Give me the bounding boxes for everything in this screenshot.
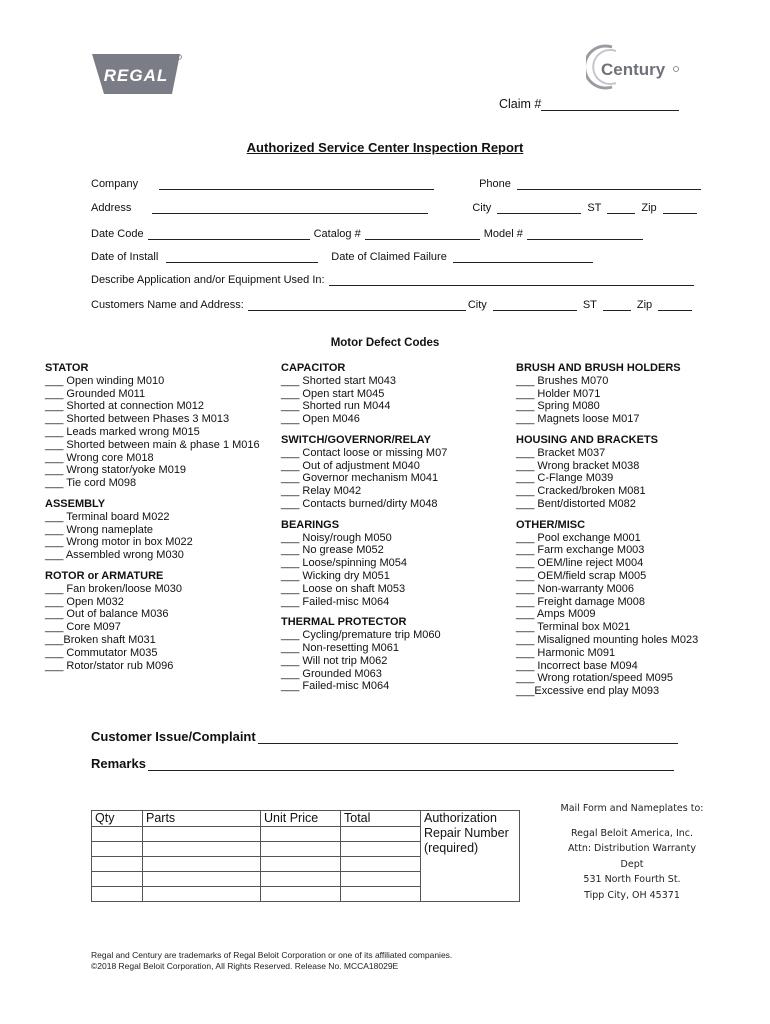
table-cell[interactable] xyxy=(261,842,341,857)
address-label: Address xyxy=(91,202,132,214)
defect-code-item[interactable]: ___ Open M046 xyxy=(281,413,447,426)
st2-label: ST xyxy=(582,299,597,311)
stator-list xyxy=(45,375,260,490)
date-install-label: Date of Install xyxy=(91,251,159,263)
defect-code-item[interactable]: ___ Bracket M037 xyxy=(516,447,698,460)
table-cell[interactable] xyxy=(261,872,341,887)
switch-heading: SWITCH/GOVERNOR/RELAY xyxy=(281,433,431,446)
table-cell[interactable] xyxy=(261,827,341,842)
defect-codes-title: Motor Defect Codes xyxy=(330,337,440,349)
defect-code-item[interactable]: ___ Pool exchange M001 xyxy=(516,532,698,545)
defect-code-item[interactable]: ___ Terminal box M021 xyxy=(516,621,698,634)
city2-input[interactable] xyxy=(493,299,577,311)
date-failure-input[interactable] xyxy=(453,251,593,263)
century-logo-text: Century xyxy=(601,60,666,79)
defect-code-item[interactable]: ___ Amps M009 xyxy=(516,608,698,621)
defect-column-3 xyxy=(516,362,698,698)
defect-code-item[interactable]: ___ Governor mechanism M041 xyxy=(281,472,447,485)
table-cell[interactable] xyxy=(261,887,341,902)
table-cell[interactable] xyxy=(341,887,421,902)
assembly-list xyxy=(45,511,260,562)
footer-trademark: Regal and Century are trademarks of Regal Beloit Corporation or one of its affiliated companies. xyxy=(91,950,453,960)
defect-code-item[interactable]: ___ Cracked/broken M081 xyxy=(516,485,698,498)
defect-code-item[interactable]: ___ Broken shaft M031 xyxy=(45,634,260,647)
defect-code-item[interactable]: ___ Magnets loose M017 xyxy=(516,413,698,426)
table-cell[interactable] xyxy=(143,842,261,857)
capacitor-list xyxy=(281,375,447,426)
defect-code-item[interactable]: ___ Shorted start M043 xyxy=(281,375,447,388)
defect-code-item[interactable]: ___ Cycling/premature trip M060 xyxy=(281,629,447,642)
assembly-heading: ASSEMBLY xyxy=(45,497,106,510)
city-input[interactable] xyxy=(497,202,581,214)
parts-table xyxy=(91,810,520,902)
defect-code-item[interactable]: ___ Noisy/rough M050 xyxy=(281,532,447,545)
defect-code-item[interactable]: ___ Wicking dry M051 xyxy=(281,570,447,583)
customer-issue-row xyxy=(91,729,678,744)
city2-label: City xyxy=(467,299,487,311)
defect-code-item[interactable]: ___ Grounded M011 xyxy=(45,388,260,401)
defect-code-item[interactable]: ___ Terminal board M022 xyxy=(45,511,260,524)
customer-issue-label: Customer Issue/Complaint xyxy=(91,729,256,744)
phone-label: Phone xyxy=(479,178,511,190)
rotor-list xyxy=(45,583,260,673)
defect-code-item[interactable]: ___ Tie cord M098 xyxy=(45,477,260,490)
st-label: ST xyxy=(587,202,602,214)
defect-code-item[interactable]: ___ Grounded M063 xyxy=(281,668,447,681)
zip-label: Zip xyxy=(641,202,657,214)
phone-input[interactable] xyxy=(517,178,701,190)
defect-code-item[interactable]: ___ Wrong core M018 xyxy=(45,452,260,465)
company-input[interactable] xyxy=(159,178,434,190)
describe-input[interactable] xyxy=(329,274,694,286)
model-input[interactable] xyxy=(527,228,643,240)
defect-code-item[interactable]: ___ Loose/spinning M054 xyxy=(281,557,447,570)
defect-code-item[interactable]: ___ Shorted at connection M012 xyxy=(45,400,260,413)
defect-code-item[interactable]: ___ Shorted between main & phase 1 M016 xyxy=(45,439,260,452)
customer-row xyxy=(91,299,692,311)
defect-code-item[interactable]: ___ Holder M071 xyxy=(516,388,698,401)
auth-line-1: Authorization xyxy=(424,811,497,825)
mail-attn: Attn: Distribution Warranty xyxy=(568,843,696,854)
defect-code-item[interactable]: ___ Will not trip M062 xyxy=(281,655,447,668)
table-cell[interactable] xyxy=(341,857,421,872)
switch-list xyxy=(281,447,447,511)
stator-heading: STATOR xyxy=(45,362,89,374)
defect-code-item[interactable]: ___ Fan broken/loose M030 xyxy=(45,583,260,596)
defect-code-item[interactable]: ___ OEM/field scrap M005 xyxy=(516,570,698,583)
rotor-heading: ROTOR or ARMATURE xyxy=(45,569,164,582)
model-label: Model # xyxy=(483,228,523,240)
defect-code-item[interactable]: ___ No grease M052 xyxy=(281,544,447,557)
date-failure-label: Date of Claimed Failure xyxy=(331,251,447,263)
thermal-list xyxy=(281,629,447,693)
auth-line-2: Repair Number xyxy=(424,826,509,840)
unit-price-header: Unit Price xyxy=(261,811,341,827)
parts-header: Parts xyxy=(143,811,261,827)
defect-code-item[interactable]: ___ Leads marked wrong M015 xyxy=(45,426,260,439)
datecode-row xyxy=(91,228,643,240)
defect-code-item[interactable]: ___ Harmonic M091 xyxy=(516,647,698,660)
install-row xyxy=(91,251,593,263)
remarks-row xyxy=(91,756,674,771)
bearings-list xyxy=(281,532,447,609)
defect-code-item[interactable]: ___ Excessive end play M093 xyxy=(516,685,698,698)
mail-city: Tipp City, OH 45371 xyxy=(584,889,680,901)
thermal-heading: THERMAL PROTECTOR xyxy=(281,616,407,629)
table-cell[interactable] xyxy=(143,827,261,842)
housing-list xyxy=(516,447,698,511)
table-cell[interactable] xyxy=(92,827,143,842)
defect-column-2 xyxy=(281,362,447,693)
zip-input[interactable] xyxy=(663,202,697,214)
table-cell[interactable] xyxy=(143,872,261,887)
customer-name-label: Customers Name and Address: xyxy=(91,299,244,311)
zip2-label: Zip xyxy=(636,299,653,311)
table-cell[interactable] xyxy=(92,887,143,902)
table-cell[interactable] xyxy=(92,857,143,872)
defect-code-item[interactable]: ___ Contact loose or missing M07 xyxy=(281,447,447,460)
address-row xyxy=(91,202,697,214)
qty-header: Qty xyxy=(92,811,143,827)
catalog-label: Catalog # xyxy=(313,228,361,240)
defect-code-item[interactable]: ___ Incorrect base M094 xyxy=(516,660,698,673)
table-cell[interactable] xyxy=(341,827,421,842)
table-cell[interactable] xyxy=(143,887,261,902)
company-label: Company xyxy=(91,178,139,190)
defect-code-item[interactable]: ___ Misaligned mounting holes M023 xyxy=(516,634,698,647)
defect-code-item[interactable]: ___ Non-resetting M061 xyxy=(281,642,447,655)
st2-input[interactable] xyxy=(603,299,631,311)
defect-code-item[interactable]: ___ Bent/distorted M082 xyxy=(516,498,698,511)
defect-code-item[interactable]: ___ Relay M042 xyxy=(281,485,447,498)
company-row xyxy=(91,178,701,190)
date-code-input[interactable] xyxy=(148,228,310,240)
defect-code-item[interactable]: ___ Rotor/stator rub M096 xyxy=(45,660,260,673)
defect-code-item[interactable]: ___ Contacts burned/dirty M048 xyxy=(281,498,447,511)
defect-code-item[interactable]: ___ Failed-misc M064 xyxy=(281,596,447,609)
housing-heading: HOUSING AND BRACKETS xyxy=(516,433,658,446)
defect-code-item[interactable]: ___ Loose on shaft M053 xyxy=(281,583,447,596)
table-cell[interactable] xyxy=(92,842,143,857)
bearings-heading: BEARINGS xyxy=(281,518,340,531)
mail-company: Regal Beloit America, Inc. xyxy=(570,827,694,839)
other-heading: OTHER/MISC xyxy=(516,518,586,531)
defect-code-item[interactable]: ___ Non-warranty M006 xyxy=(516,583,698,596)
defect-code-item[interactable]: ___ C-Flange M039 xyxy=(516,472,698,485)
brush-heading: BRUSH AND BRUSH HOLDERS xyxy=(516,362,681,374)
table-cell[interactable] xyxy=(92,872,143,887)
mail-heading: Mail Form and Nameplates to: xyxy=(560,803,704,814)
st-input[interactable] xyxy=(607,202,635,214)
claim-label: Claim # xyxy=(499,97,542,111)
defect-code-item[interactable]: ___ Farm exchange M003 xyxy=(516,544,698,557)
describe-row xyxy=(91,274,694,286)
defect-code-item[interactable]: ___ OEM/line reject M004 xyxy=(516,557,698,570)
date-install-input[interactable] xyxy=(166,251,318,263)
mail-street: 531 North Fourth St. xyxy=(583,874,681,885)
defect-code-item[interactable]: ___ Shorted run M044 xyxy=(281,400,447,413)
defect-code-item[interactable]: ___ Assembled wrong M030 xyxy=(45,549,260,562)
mail-address-block xyxy=(540,801,724,903)
defect-code-item[interactable]: ___ Wrong bracket M038 xyxy=(516,460,698,473)
defect-code-item[interactable]: ___ Freight damage M008 xyxy=(516,596,698,609)
zip2-input[interactable] xyxy=(658,299,692,311)
address-input[interactable] xyxy=(152,202,428,214)
defect-code-item[interactable]: ___ Brushes M070 xyxy=(516,375,698,388)
defect-code-item[interactable]: ___ Commutator M035 xyxy=(45,647,260,660)
claim-field[interactable] xyxy=(499,97,679,111)
defect-code-item[interactable]: ___ Wrong nameplate xyxy=(45,524,260,537)
table-cell[interactable] xyxy=(143,857,261,872)
footer-copyright: ©2018 Regal Beloit Corporation, All Rights Reserved. Release No. MCCA18029E xyxy=(91,961,399,971)
defect-code-item[interactable]: ___ Core M097 xyxy=(45,621,260,634)
auth-line-3: (required) xyxy=(424,841,479,855)
defect-code-item[interactable]: ___ Open M032 xyxy=(45,596,260,609)
defect-column-1 xyxy=(45,362,260,672)
table-cell[interactable] xyxy=(341,842,421,857)
city-label: City xyxy=(472,202,492,214)
regal-logo xyxy=(88,54,184,94)
defect-code-item[interactable]: ___ Out of adjustment M040 xyxy=(281,460,447,473)
customer-name-input[interactable] xyxy=(248,299,466,311)
defect-code-item[interactable]: ___ Spring M080 xyxy=(516,400,698,413)
remarks-label: Remarks xyxy=(91,756,146,771)
regal-logo-text: REGAL xyxy=(103,66,169,85)
table-cell[interactable] xyxy=(341,872,421,887)
authorization-cell[interactable] xyxy=(421,811,520,902)
defect-code-item[interactable]: ___ Open start M045 xyxy=(281,388,447,401)
mail-dept: Dept xyxy=(620,858,644,870)
describe-label: Describe Application and/or Equipment Used In: xyxy=(91,274,325,286)
other-list xyxy=(516,532,698,698)
brush-list xyxy=(516,375,698,426)
defect-code-item[interactable]: ___ Open winding M010 xyxy=(45,375,260,388)
catalog-input[interactable] xyxy=(365,228,480,240)
page-title: Authorized Service Center Inspection Report xyxy=(246,140,524,155)
defect-code-item[interactable]: ___ Shorted between Phases 3 M013 xyxy=(45,413,260,426)
defect-code-item[interactable]: ___ Failed-misc M064 xyxy=(281,680,447,693)
table-cell[interactable] xyxy=(261,857,341,872)
defect-code-item[interactable]: ___ Wrong rotation/speed M095 xyxy=(516,672,698,685)
total-header: Total xyxy=(341,811,421,827)
capacitor-heading: CAPACITOR xyxy=(281,362,346,374)
defect-code-item[interactable]: ___ Wrong stator/yoke M019 xyxy=(45,464,260,477)
footer xyxy=(91,950,452,972)
date-code-label: Date Code xyxy=(91,228,144,240)
century-logo xyxy=(586,42,686,92)
defect-code-item[interactable]: ___ Wrong motor in box M022 xyxy=(45,536,260,549)
remarks-input[interactable] xyxy=(148,757,674,771)
customer-issue-input[interactable] xyxy=(258,730,678,744)
defect-code-item[interactable]: ___ Out of balance M036 xyxy=(45,608,260,621)
